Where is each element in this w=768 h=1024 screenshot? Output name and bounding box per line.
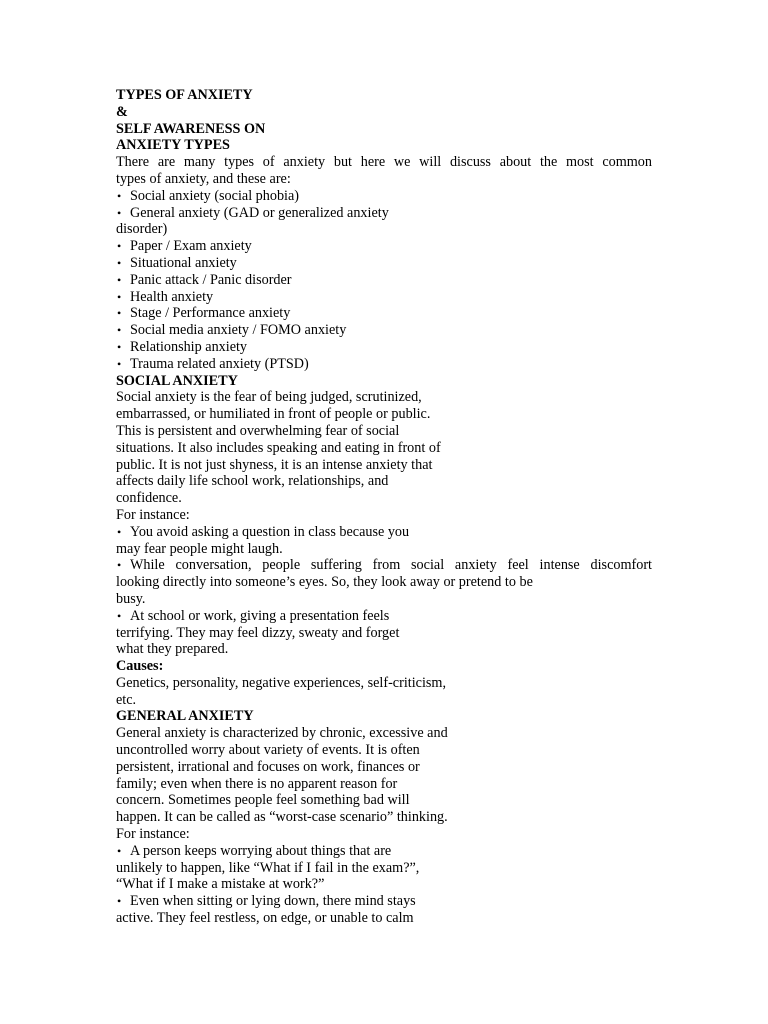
bullet-icon: • (117, 356, 122, 371)
list-item-social-anxiety (116, 188, 652, 205)
causes-text: Genetics, personality, negative experiences, self-criticism, (116, 674, 446, 691)
list-item-situational-anxiety (116, 255, 652, 272)
bullet-icon: • (117, 323, 122, 338)
bullet-icon: • (117, 339, 122, 354)
example-item (116, 893, 652, 910)
paragraph-line: situations. It also includes speaking and eating in front of (116, 439, 441, 456)
bullet-icon: • (117, 558, 122, 573)
paragraph-line: embarrassed, or humiliated in front of people or public. (116, 406, 431, 423)
list-item-health-anxiety (116, 289, 652, 306)
list-item-text: Stage / Performance anxiety (130, 305, 291, 322)
bullet-icon: • (117, 255, 122, 270)
paragraph-line: Social anxiety is the fear of being judged, scrutinized, (116, 389, 422, 406)
paragraph-line: happen. It can be called as “worst-case scenario” thinking. (116, 809, 448, 826)
example-text: A person keeps worrying about things that are (130, 842, 392, 859)
list-item-text: Social anxiety (social phobia) (130, 187, 300, 204)
bullet-icon: • (117, 205, 122, 220)
bullet-icon: • (117, 894, 122, 909)
list-item-continuation: disorder) (116, 221, 168, 238)
section-heading-general-anxiety: GENERAL ANXIETY (116, 708, 254, 725)
list-item-text: Panic attack / Panic disorder (130, 271, 292, 288)
example-continuation: looking directly into someone’s eyes. So, they look away or pretend to be (116, 574, 533, 591)
example-text: While conversation, people suffering from social anxiety feel intense discomfort (130, 557, 652, 574)
list-item-panic-disorder (116, 272, 652, 289)
example-continuation: what they prepared. (116, 641, 229, 658)
list-item-text: Social media anxiety / FOMO anxiety (130, 322, 347, 339)
example-continuation: unlikely to happen, like “What if I fail in the exam?”, (116, 859, 420, 876)
example-item (116, 524, 652, 541)
example-text: Even when sitting or lying down, there mind stays (130, 893, 416, 910)
example-continuation: “What if I make a mistake at work?” (116, 876, 325, 893)
example-item (116, 843, 652, 860)
paragraph-line: General anxiety is characterized by chronic, excessive and (116, 725, 448, 742)
causes-label: Causes: (116, 658, 164, 675)
bullet-icon: • (117, 239, 122, 254)
list-item-text: Situational anxiety (130, 254, 237, 271)
paragraph-line: This is persistent and overwhelming fear of social (116, 422, 400, 439)
paragraph-line: confidence. (116, 490, 182, 507)
list-item-text: Health anxiety (130, 288, 214, 305)
list-item-text: Paper / Exam anxiety (130, 238, 252, 255)
list-item-exam-anxiety (116, 238, 652, 255)
list-item-text: Relationship anxiety (130, 338, 248, 355)
for-instance-label: For instance: (116, 506, 190, 523)
paragraph-line: persistent, irrational and focuses on work, finances or (116, 758, 420, 775)
list-item-performance-anxiety (116, 305, 652, 322)
causes-text: etc. (116, 691, 137, 708)
paragraph-line: public. It is not just shyness, it is an intense anxiety that (116, 456, 433, 473)
title-ampersand: & (116, 103, 128, 120)
title-line: ANXIETY TYPES (116, 137, 230, 154)
bullet-icon: • (117, 289, 122, 304)
list-item-general-anxiety (116, 205, 652, 222)
example-continuation: terrifying. They may feel dizzy, sweaty and forget (116, 624, 400, 641)
list-item-text: Trauma related anxiety (PTSD) (130, 355, 309, 372)
document-page (116, 87, 652, 927)
title-line: TYPES OF ANXIETY (116, 87, 253, 103)
intro-paragraph-line: types of anxiety, and these are: (116, 170, 291, 187)
for-instance-label: For instance: (116, 826, 190, 843)
example-item (116, 557, 652, 574)
paragraph-line: uncontrolled worry about variety of events. It is often (116, 742, 420, 759)
paragraph-line: affects daily life school work, relationships, and (116, 473, 389, 490)
example-item (116, 608, 652, 625)
title-line: SELF AWARENESS ON (116, 120, 266, 137)
list-item-fomo-anxiety (116, 322, 652, 339)
example-continuation: busy. (116, 590, 146, 607)
example-continuation: may fear people might laugh. (116, 540, 283, 557)
bullet-icon: • (117, 188, 122, 203)
section-heading-social-anxiety: SOCIAL ANXIETY (116, 372, 238, 389)
bullet-icon: • (117, 524, 122, 539)
example-text: You avoid asking a question in class because you (130, 523, 410, 540)
list-item-relationship-anxiety (116, 339, 652, 356)
bullet-icon: • (117, 608, 122, 623)
paragraph-line: family; even when there is no apparent reason for (116, 775, 398, 792)
paragraph-line: concern. Sometimes people feel something bad will (116, 792, 410, 809)
bullet-icon: • (117, 843, 122, 858)
example-text: At school or work, giving a presentation feels (130, 607, 390, 624)
bullet-icon: • (117, 306, 122, 321)
list-item-text: General anxiety (GAD or generalized anxiety (130, 204, 389, 221)
bullet-icon: • (117, 272, 122, 287)
list-item-ptsd (116, 356, 652, 373)
intro-paragraph-line: There are many types of anxiety but here we will discuss about the most common (116, 154, 652, 171)
example-continuation: active. They feel restless, on edge, or unable to calm (116, 910, 414, 927)
